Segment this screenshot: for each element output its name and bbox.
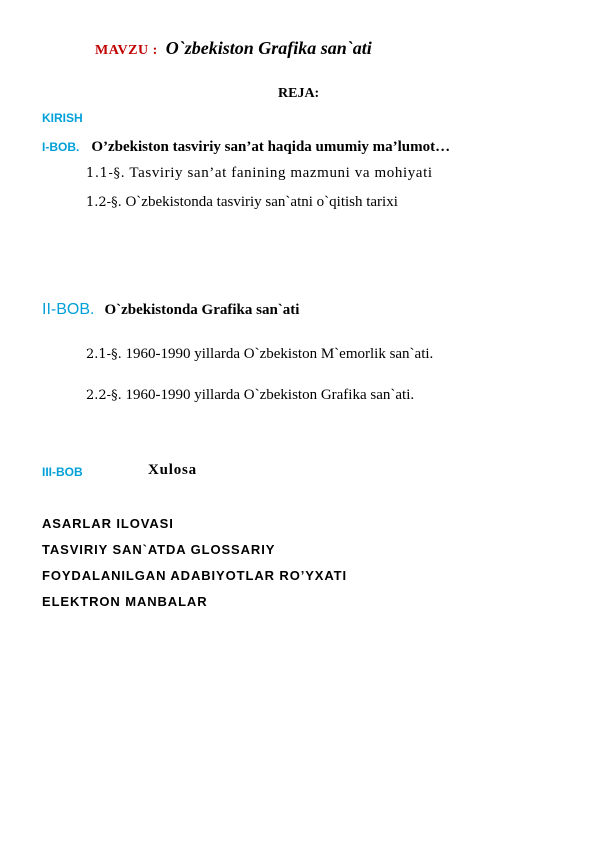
chapter-1 bbox=[42, 138, 450, 156]
section-title: Tasviriy san’at fanining mazmuni va mohiyati bbox=[129, 165, 433, 181]
section-1-1 bbox=[86, 165, 433, 182]
intro-label: KIRISH bbox=[42, 111, 83, 125]
chapter-2 bbox=[42, 301, 299, 319]
chapter-2-label: II-BOB. bbox=[42, 301, 95, 318]
plan-title: REJA: bbox=[278, 86, 320, 101]
section-2-2 bbox=[86, 387, 414, 404]
appendix-item: FOYDALANILGAN ADABIYOTLAR RO’YXATI bbox=[42, 568, 348, 583]
chapter-3-title: Xulosa bbox=[148, 462, 197, 478]
appendix-item: ELEKTRON MANBALAR bbox=[42, 594, 208, 609]
section-number: 2.1-§. bbox=[86, 347, 122, 362]
chapter-2-title: O`zbekistonda Grafika san`ati bbox=[104, 302, 300, 318]
page-header bbox=[95, 38, 372, 59]
section-2-1 bbox=[86, 346, 433, 363]
chapter-1-label: I-BOB. bbox=[42, 140, 80, 154]
section-number: 1.2-§. bbox=[86, 195, 122, 210]
appendix-item: TASVIRIY SAN`ATDA GLOSSARIY bbox=[42, 542, 276, 557]
mavzu-label: MAVZU : bbox=[95, 43, 158, 58]
section-title: O`zbekistonda tasviriy san`atni o`qitish tarixi bbox=[125, 194, 398, 210]
appendix-item: ASARLAR ILOVASI bbox=[42, 516, 174, 531]
page-title: O`zbekiston Grafika san`ati bbox=[165, 38, 372, 58]
section-title: 1960-1990 yillarda O`zbekiston Grafika san`ati. bbox=[125, 387, 415, 403]
section-number: 1.1-§. bbox=[86, 166, 126, 181]
section-number: 2.2-§. bbox=[86, 388, 122, 403]
section-1-2 bbox=[86, 194, 398, 211]
section-title: 1960-1990 yillarda O`zbekiston M`emorlik san`ati. bbox=[125, 346, 434, 362]
chapter-1-title: O’zbekiston tasviriy san’at haqida umumiy ma’lumot… bbox=[91, 139, 451, 155]
chapter-3-label: III-BOB bbox=[42, 465, 83, 479]
